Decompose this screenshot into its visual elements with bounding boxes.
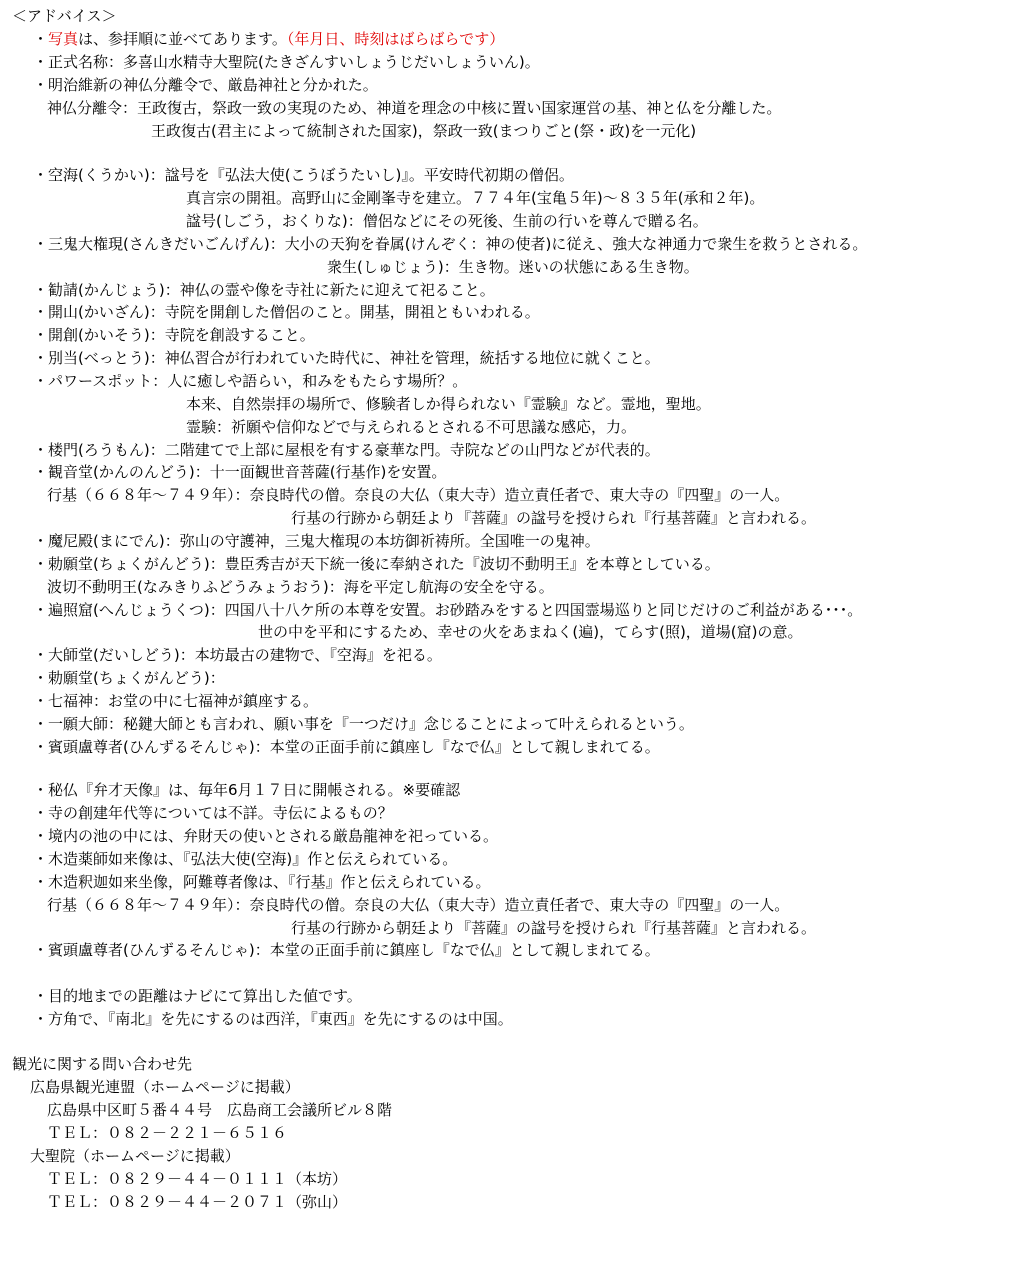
date-warning: （年月日、時刻はばらばらです）	[286, 30, 505, 48]
advice-line: 本来、自然崇拝の場所で、修験者しか得られない『霊験』など。霊地，聖地。	[186, 395, 711, 413]
contact-org-1-address: 広島県中区町５番４４号 広島商工会議所ビル８階	[47, 1101, 393, 1119]
advice-line: ・大師堂(だいしどう)：本坊最古の建物で、『空海』を祀る。	[33, 646, 442, 664]
advice-line: ・別当(べっとう)：神仏習合が行われていた時代に、神社を管理，統括する地位に就くこと。	[33, 349, 660, 367]
advice-line: 世の中を平和にするため、幸せの火をあまねく(遍)，てらす(照)，道場(窟)の意。	[258, 623, 803, 641]
advice-line: 衆生(しゅじょう)：生き物。迷いの状態にある生き物。	[327, 258, 699, 276]
advice-heading: ＜アドバイス＞	[12, 7, 117, 25]
advice-line: ・明治維新の神仏分離令で、厳島神社と分かれた。	[33, 76, 378, 94]
contact-org-2-tel-2: ＴＥＬ：０８２９－４４－２０７１（弥山）	[47, 1193, 348, 1211]
contact-org-2: 大聖院（ホームページに掲載）	[30, 1147, 240, 1165]
advice-line: 真言宗の開祖。高野山に金剛峯寺を建立。７７４年(宝亀５年)～８３５年(承和２年)。	[186, 189, 765, 207]
advice-line: ・七福神：お堂の中に七福神が鎮座する。	[33, 692, 319, 710]
advice-line: 波切不動明王(なみきりふどうみょうおう)：海を平定し航海の安全を守る。	[47, 578, 554, 596]
advice-line: ・勧請(かんじょう)：神仏の霊や像を寺社に新たに迎えて祀ること。	[33, 281, 495, 299]
contact-title: 観光に関する問い合わせ先	[12, 1055, 193, 1073]
advice-line: ・観音堂(かんのんどう)：十一面観世音菩薩(行基作)を安置。	[33, 463, 447, 481]
advice-line: ・木造釈迦如来坐像，阿難尊者像は、『行基』作と伝えられている。	[33, 873, 491, 891]
advice-line: ・正式名称：多喜山水精寺大聖院(たきざんすいしょうじだいしょういん)。	[33, 53, 540, 71]
advice-line: 行基の行跡から朝廷より『菩薩』の諡号を授けられ『行基菩薩』と言われる。	[291, 509, 817, 527]
advice-line: ・開創(かいそう)：寺院を創設すること。	[33, 326, 315, 344]
advice-line: 霊験：祈願や信仰などで与えられるとされる不可思議な感応，力。	[186, 418, 637, 436]
advice-line: ・勅願堂(ちょくがんどう)：	[33, 669, 225, 687]
advice-line: ・秘仏『弁才天像』は、毎年6月１７日に開帳される。※要確認	[33, 781, 461, 799]
advice-line: ・遍照窟(へんじょうくつ)：四国八十八ケ所の本尊を安置。お砂踏みをすると四国霊場巡りと同じだけのご利益がある･･･。	[33, 601, 863, 619]
advice-line: ・パワースポット：人に癒しや語らい，和みをもたらす場所？。	[33, 372, 468, 390]
photo-highlight: 写真	[48, 30, 79, 48]
advice-line-photos	[33, 30, 504, 49]
advice-line: ・境内の池の中には、弁財天の使いとされる厳島龍神を祀っている。	[33, 827, 499, 845]
photo-note: は、参拝順に並べてあります。	[78, 30, 287, 48]
advice-line: ・開山(かいざん)：寺院を開創した僧侶のこと。開基，開祖ともいわれる。	[33, 303, 540, 321]
advice-line: ・一願大師：秘鍵大師とも言われ、願い事を『一つだけ』念じることによって叶えられるという。	[33, 715, 694, 733]
advice-line: ・方角で、『南北』を先にするのは西洋，『東西』を先にするのは中国。	[33, 1010, 513, 1028]
advice-line: ・目的地までの距離はナビにて算出した値です。	[33, 987, 362, 1005]
advice-line: 諡号(しごう，おくりな)：僧侶などにその死後、生前の行いを尊んで贈る名。	[186, 212, 708, 230]
advice-line: ・賓頭盧尊者(ひんずるそんじゃ)：本堂の正面手前に鎮座し『なで仏』として親しまれてる。	[33, 941, 660, 959]
advice-line: 行基（６６８年～７４９年）：奈良時代の僧。奈良の大仏（東大寺）造立責任者で、東大寺の『四聖』の一人。	[47, 486, 790, 504]
advice-line: ・木造薬師如来像は、『弘法大使(空海)』作と伝えられている。	[33, 850, 458, 868]
advice-line: ・賓頭盧尊者(ひんずるそんじゃ)：本堂の正面手前に鎮座し『なで仏』として親しまれてる。	[33, 738, 660, 756]
advice-line: ・勅願堂(ちょくがんどう)：豊臣秀吉が天下統一後に奉納された『波切不動明王』を本尊としている。	[33, 555, 720, 573]
advice-line: ・魔尼殿(まにでん)：弥山の守護神，三鬼大権現の本坊御祈祷所。全国唯一の鬼神。	[33, 532, 600, 550]
advice-line: ・空海(くうかい)：諡号を『弘法大使(こうぼうたいし)』。平安時代初期の僧侶。	[33, 166, 574, 184]
contact-org-1: 広島県観光連盟（ホームページに掲載）	[30, 1078, 300, 1096]
advice-line: 王政復古(君主によって統制された国家)，祭政一致(まつりごと(祭・政)を一元化)	[151, 122, 697, 140]
contact-org-1-tel: ＴＥＬ：０８２－２２１－６５１６	[47, 1124, 288, 1142]
advice-line: 行基の行跡から朝廷より『菩薩』の諡号を授けられ『行基菩薩』と言われる。	[291, 919, 817, 937]
advice-line: 行基（６６８年～７４９年）：奈良時代の僧。奈良の大仏（東大寺）造立責任者で、東大寺の『四聖』の一人。	[47, 896, 790, 914]
advice-line: ・三鬼大権現(さんきだいごんげん)：大小の天狗を眷属(けんぞく：神の使者)に従え、強大な神通力で衆生を救うとされる。	[33, 235, 868, 253]
advice-line: ・楼門(ろうもん)：二階建てで上部に屋根を有する豪華な門。寺院などの山門などが代表的。	[33, 441, 660, 459]
advice-line: 神仏分離令：王政復古，祭政一致の実現のため、神道を理念の中核に置い国家運営の基、神と仏を分離した。	[47, 99, 782, 117]
advice-line: ・寺の創建年代等については不詳。寺伝によるもの？	[33, 804, 393, 822]
contact-org-2-tel-1: ＴＥＬ：０８２９－４４－０１１１（本坊）	[47, 1170, 348, 1188]
bullet: ・	[33, 30, 49, 48]
